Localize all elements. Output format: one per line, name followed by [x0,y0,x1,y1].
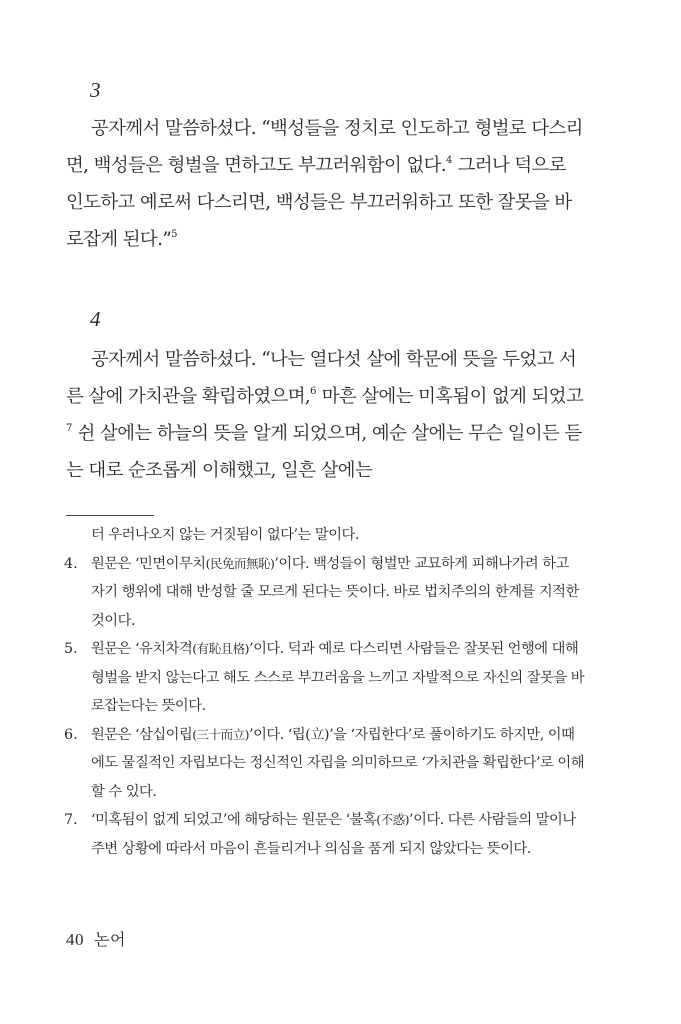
footnote-text-part: ’이다. 다른 사람들의 말이나 주변 상황에 따라서 마음이 흔들리거나 의심을 품게 되지 않았다는 뜻이다. [91,812,576,857]
book-title: 논어 [94,930,126,949]
footnote-ref[interactable]: 7 [66,423,73,434]
footnotes [64,521,586,863]
footnote-item [64,635,586,721]
footnote-ref[interactable]: 4 [446,155,453,166]
footnote-text-part: ‘미혹됨이 없게 되었고’에 해당하는 원문은 ‘불혹 [91,812,377,828]
footnote-number: 6. [64,726,78,743]
footnote-item [64,721,586,807]
footnote-text-part: 원문은 ‘삼십이립 [91,726,193,743]
footnote-continuation: 터 우러나오지 않는 거짓됨이 없다’는 말이다. [91,527,359,543]
footnote-number: 7. [64,812,78,828]
passage-text-part: 그러나 덕으로 인도하고 예로써 다스리면, 백성들은 부끄러워하고 또한 잘못을 바로잡게 된다.” [66,155,572,250]
section-number: 4 [90,307,101,331]
passage-text-part: 공자께서 말씀하셨다. “나는 열다섯 살에 학문에 뜻을 두었고 서른 살에 가치관을 확립하였으며, [66,349,577,407]
footnote-text-part: ’이다. 백성들이 형벌만 교묘하게 피해나가려 하고 자기 행위에 대해 반성할 줄 모르게 된다는 뜻이다. 바로 법치주의의 한계를 지적한 것이다. [91,555,579,629]
footnote-text-part: ’이다. ‘립(立)’을 ‘자립한다’로 풀이하기도 하지만, 이때에도 물질적인 자립보다는 정신적인 자립을 의미하므로 ‘가치관을 확립한다’로 이해할 수 있다. [91,726,585,800]
footnote-ref[interactable]: 5 [171,229,178,240]
footnote-number: 4. [64,555,78,572]
footnote-text [91,721,586,807]
footnote-text [91,635,586,721]
footnote-text [91,806,586,863]
footnote-hanja: (有恥且格) [192,641,250,656]
footnote-text-part: ’이다. 덕과 예로 다스리면 사람들은 잘못된 언행에 대해 형벌을 받지 않는다고 해도 스스로 부끄러움을 느끼고 자발적으로 자신의 잘못을 바로잡는다는 뜻이다. [91,641,585,714]
footnote-ref[interactable]: 6 [310,386,317,397]
footnote-divider [66,515,154,516]
page-footer [66,930,126,950]
footnote-item [64,806,586,863]
footnote-hanja: (民免而無恥) [205,555,275,571]
footnote-text-part: 원문은 ‘유치차격 [91,641,193,657]
section-number: 3 [90,78,101,102]
footnote-text [91,550,586,636]
passage-text-part: 공자께서 말씀하셨다. “백성들을 정치로 인도하고 형벌로 다스리면, 백성들은 형벌을 면하고도 부끄러워함이 없다. [66,118,583,176]
footnote-hanja: (三十而立) [192,726,250,742]
main-text [66,78,584,489]
passage-text-part: 마흔 살에는 미혹됨이 없게 되었고 [316,386,584,407]
passage-3 [66,78,584,258]
footnote-item [64,550,586,636]
page-number: 40 [66,930,84,949]
passage-4 [66,307,584,489]
passage-text-part: 쉰 살에는 하늘의 뜻을 알게 되었으며, 예순 살에는 무슨 일이든 듣는 대로 순조롭게 이해했고, 일흔 살에는 [66,423,582,481]
passage-text [66,110,584,258]
footnote-hanja: (不惑) [376,812,410,827]
passage-text [66,341,584,489]
footnote-text-part: 원문은 ‘민면이무치 [91,555,206,572]
footnote-number: 5. [64,641,78,657]
